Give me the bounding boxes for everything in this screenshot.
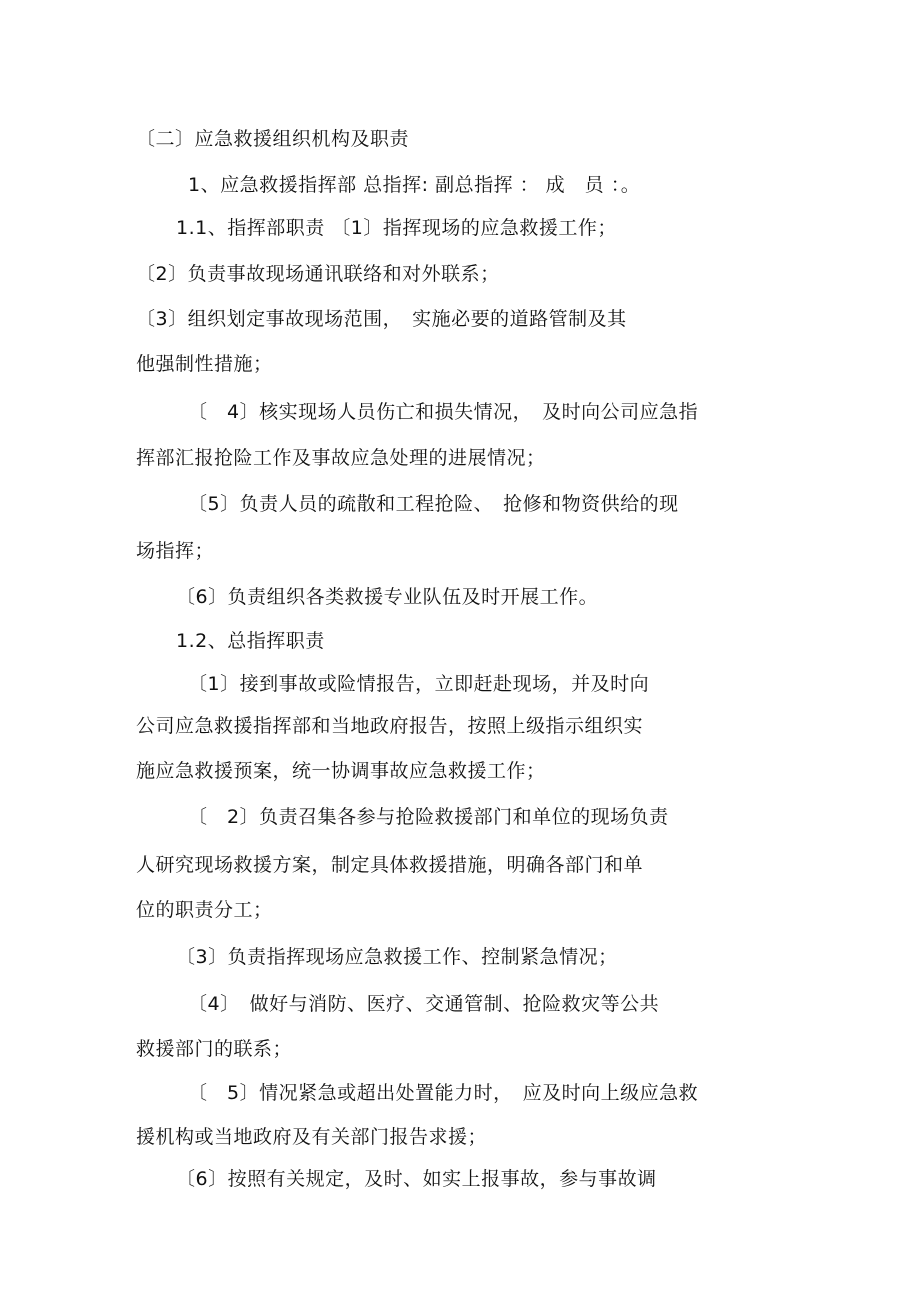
paragraph-line: 他强制性措施；: [136, 353, 273, 375]
paragraph-line: 〔 2〕负责召集各参与抢险救援部门和单位的现场负责: [188, 806, 669, 828]
paragraph-line: 〔 4〕核实现场人员伤亡和损失情况， 及时向公司应急指: [188, 401, 699, 423]
paragraph-line: 〔 5〕情况紧急或超出处置能力时， 应及时向上级应急救: [188, 1082, 699, 1104]
section-heading: 〔二〕应急救援组织机构及职责: [136, 128, 410, 150]
paragraph-line: 救援部门的联系；: [136, 1038, 293, 1060]
paragraph-line: 援机构或当地政府及有关部门报告求援；: [136, 1126, 488, 1148]
paragraph-line: 〔5〕负责人员的疏散和工程抢险、 抢修和物资供给的现: [188, 493, 679, 515]
paragraph-line: 公司应急救援指挥部和当地政府报告，按照上级指示组织实: [136, 715, 644, 737]
paragraph-line: 〔1〕接到事故或险情报告，立即赶赴现场，并及时向: [188, 673, 650, 695]
paragraph-line: 〔6〕负责组织各类救援专业队伍及时开展工作。: [176, 586, 599, 608]
paragraph-line: 〔3〕负责指挥现场应急救援工作、控制紧急情况；: [176, 946, 618, 968]
paragraph-line: 〔6〕按照有关规定，及时、如实上报事故，参与事故调: [176, 1168, 657, 1190]
paragraph-line: 1、应急救援指挥部 总指挥: 副总指挥 ： 成 员 ：。: [188, 174, 641, 196]
paragraph-line: 〔2〕负责事故现场通讯联络和对外联系；: [136, 263, 500, 285]
subsection-heading: 1.2、总指挥职责: [176, 630, 325, 652]
paragraph-line: 场指挥；: [136, 540, 215, 562]
paragraph-line: 〔3〕组织划定事故现场范围， 实施必要的道路管制及其: [136, 308, 627, 330]
paragraph-line: 人研究现场救援方案，制定具体救援措施，明确各部门和单: [136, 854, 644, 876]
paragraph-line: 位的职责分工；: [136, 899, 273, 921]
paragraph-line: 挥部汇报抢险工作及事故应急处理的进展情况；: [136, 447, 546, 469]
paragraph-line: 1.1、指挥部职责 〔1〕指挥现场的应急救援工作；: [176, 217, 617, 239]
paragraph-line: 施应急救援预案，统一协调事故应急救援工作；: [136, 760, 546, 782]
paragraph-line: 〔4〕 做好与消防、医疗、交通管制、抢险救灾等公共: [188, 993, 660, 1015]
